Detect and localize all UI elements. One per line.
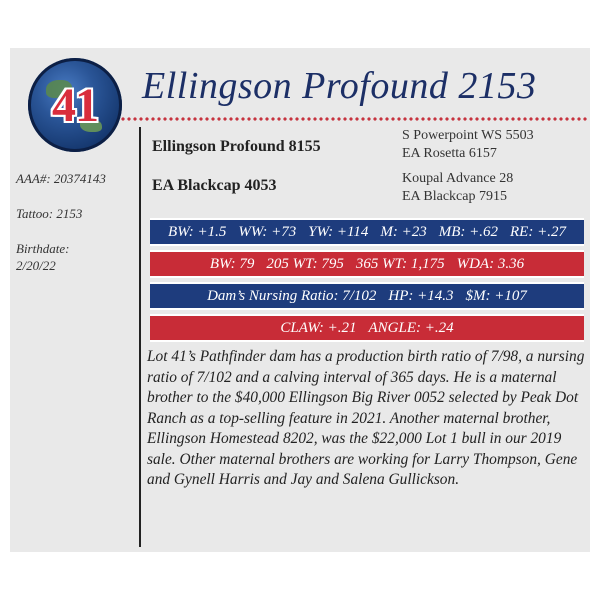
tattoo-value: 2153 (56, 206, 83, 221)
epd-re: RE: +.27 (510, 223, 566, 240)
pedigree-dam-dam: EA Blackcap 7915 (402, 189, 507, 204)
epd-dollar-m: $M: +107 (465, 287, 527, 304)
pedigree-sire: Ellingson Profound 8155 (152, 138, 321, 155)
epd-m: M: +23 (380, 223, 427, 240)
bull-name-title: Ellingson Profound 2153 (142, 65, 537, 107)
epd-bar (150, 218, 584, 246)
pedigree-dam: EA Blackcap 4053 (152, 177, 277, 194)
epd-ww: WW: +73 (238, 223, 297, 240)
dam-nursing-ratio: Dam’s Nursing Ratio: 7/102 (207, 287, 377, 304)
yearling-weight: 365 WT: 1,175 (355, 255, 445, 272)
birth-weight: BW: 79 (209, 255, 255, 272)
pedigree-sire-sire: S Powerpoint WS 5503 (402, 128, 534, 143)
nursing-bar (150, 282, 584, 310)
birthdate-label: Birthdate: (16, 241, 70, 256)
vertical-divider (139, 127, 141, 547)
weights-bar (150, 250, 584, 278)
aaa-number (16, 170, 134, 187)
weaning-weight: 205 WT: 795 (266, 255, 344, 272)
epd-yw: YW: +114 (308, 223, 369, 240)
birthdate (16, 240, 134, 274)
dotted-divider (120, 117, 588, 121)
claw-bar (150, 314, 584, 342)
weight-per-day: WDA: 3.36 (456, 255, 525, 272)
epd-claw: CLAW: +.21 (280, 319, 357, 336)
tattoo-label: Tattoo: (16, 206, 54, 221)
pedigree-sire-dam: EA Rosetta 6157 (402, 146, 497, 161)
epd-mb: MB: +.62 (438, 223, 499, 240)
lot-globe-badge (28, 58, 122, 152)
lot-description: Lot 41’s Pathfinder dam has a production birth ratio of 7/98, a nursing ratio of 7/102 and a calving interval of 365 days. He is a maternal brother to the $40,000 Ellingson Big River 0052 selected by Peak Dot Ranch as a top-selling feature in 2021. Another maternal brother, Ellingson Homestead 8202, was the $22,000 Lot 1 bull in our 2019 sale. Other maternal brothers are working for Larry Thompson, Gene and Gynell Harris and Jay and Salena Gullickson. (147, 348, 585, 488)
epd-hp: HP: +14.3 (388, 287, 454, 304)
epd-angle: ANGLE: +.24 (368, 319, 454, 336)
birthdate-value: 2/20/22 (16, 258, 56, 273)
animal-details (16, 170, 134, 292)
lot-number: 41 (52, 78, 98, 132)
aaa-value: 20374143 (53, 171, 106, 186)
epd-bw: BW: +1.5 (168, 223, 227, 240)
tattoo (16, 205, 134, 222)
aaa-label: AAA#: (16, 171, 51, 186)
pedigree-dam-sire: Koupal Advance 28 (402, 171, 514, 186)
